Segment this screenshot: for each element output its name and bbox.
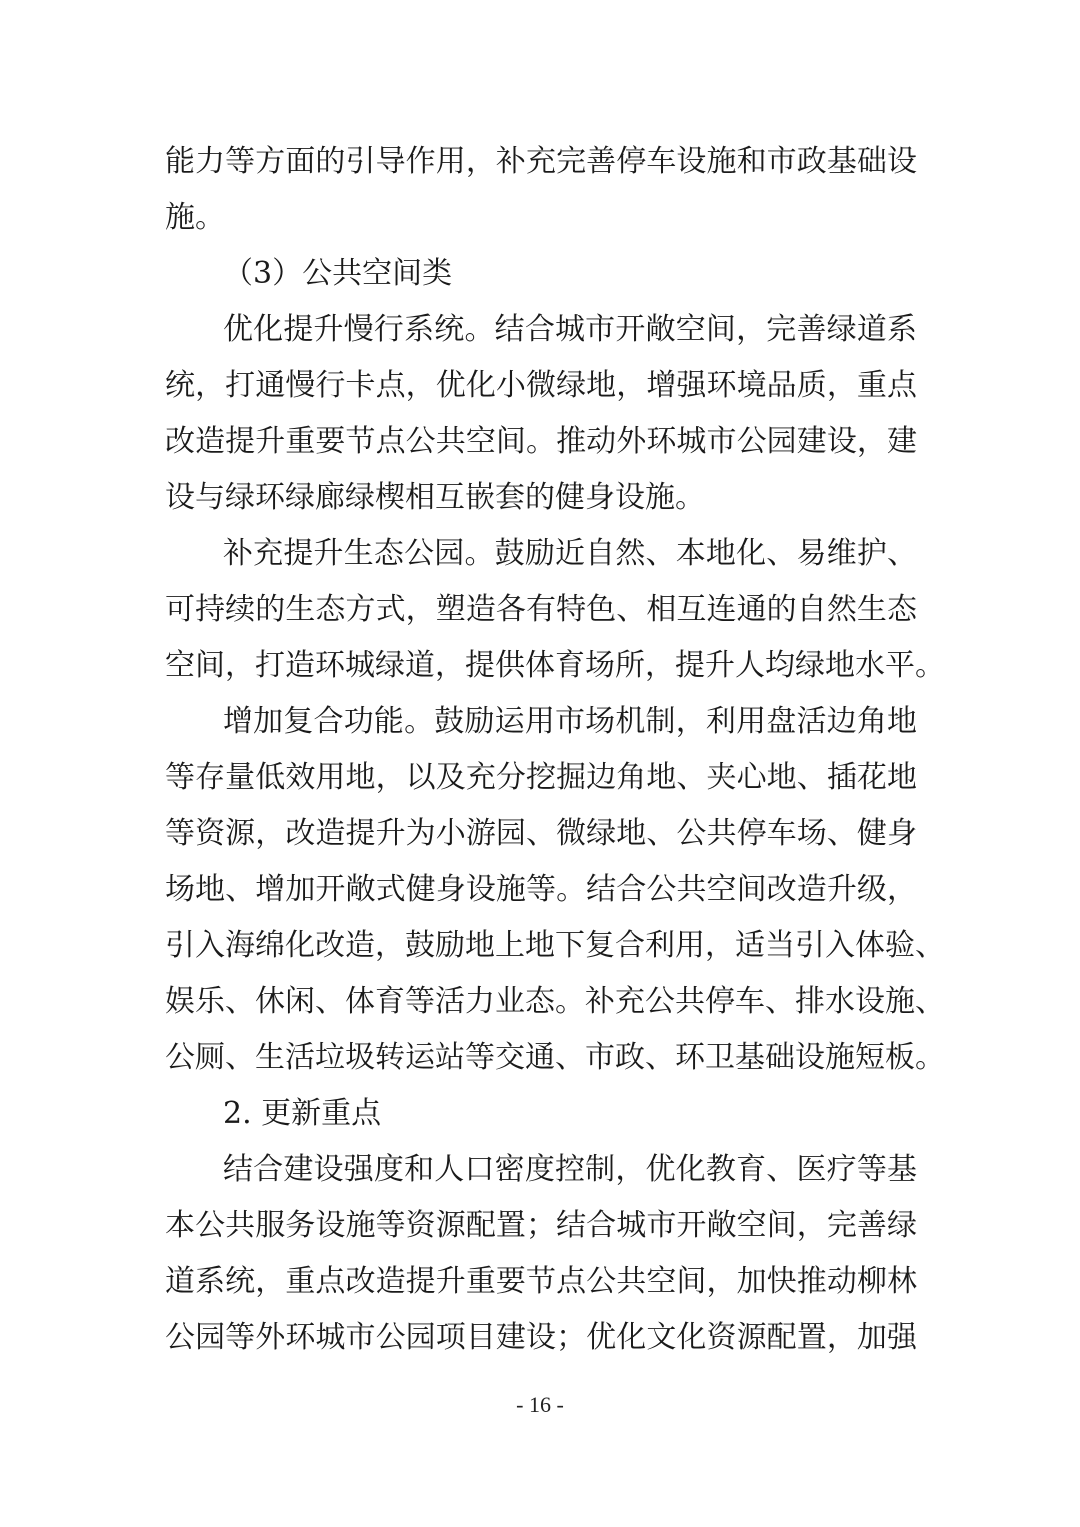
text-line: 施。 <box>165 200 225 235</box>
section-heading: （3）公共空间类 <box>223 256 453 291</box>
text-line: 改造提升重要节点公共空间。推动外环城市公园建设，建 <box>165 424 917 459</box>
text-line: 引入海绵化改造，鼓励地上地下复合利用，适当引入体验、 <box>165 928 945 963</box>
text-line: 公园等外环城市公园项目建设；优化文化资源配置，加强 <box>165 1320 917 1355</box>
text-line: 空间，打造环城绿道，提供体育场所，提升人均绿地水平。 <box>165 648 945 683</box>
text-line: 补充提升生态公园。鼓励近自然、本地化、易维护、 <box>223 536 917 571</box>
text-line: 道系统，重点改造提升重要节点公共空间，加快推动柳林 <box>165 1264 917 1299</box>
text-line: 统，打通慢行卡点，优化小微绿地，增强环境品质，重点 <box>165 368 917 403</box>
page-number: - 16 - <box>516 1392 564 1417</box>
text-line: 等存量低效用地，以及充分挖掘边角地、夹心地、插花地 <box>165 760 917 795</box>
text-line: 公厕、生活垃圾转运站等交通、市政、环卫基础设施短板。 <box>165 1040 945 1075</box>
text-line: 娱乐、休闲、体育等活力业态。补充公共停车、排水设施、 <box>165 984 945 1019</box>
text-line: 能力等方面的引导作用，补充完善停车设施和市政基础设 <box>165 144 917 179</box>
text-line: 优化提升慢行系统。结合城市开敞空间，完善绿道系 <box>223 312 917 347</box>
text-line: 结合建设强度和人口密度控制，优化教育、医疗等基 <box>223 1152 917 1187</box>
text-line: 增加复合功能。鼓励运用市场机制，利用盘活边角地 <box>223 704 917 739</box>
section-heading: 2. 更新重点 <box>223 1096 382 1131</box>
text-line: 本公共服务设施等资源配置；结合城市开敞空间，完善绿 <box>165 1208 917 1243</box>
text-line: 等资源，改造提升为小游园、微绿地、公共停车场、健身 <box>165 816 917 851</box>
text-line: 场地、增加开敞式健身设施等。结合公共空间改造升级， <box>165 872 917 907</box>
text-line: 可持续的生态方式，塑造各有特色、相互连通的自然生态 <box>165 592 917 627</box>
text-line: 设与绿环绿廊绿楔相互嵌套的健身设施。 <box>165 480 705 515</box>
